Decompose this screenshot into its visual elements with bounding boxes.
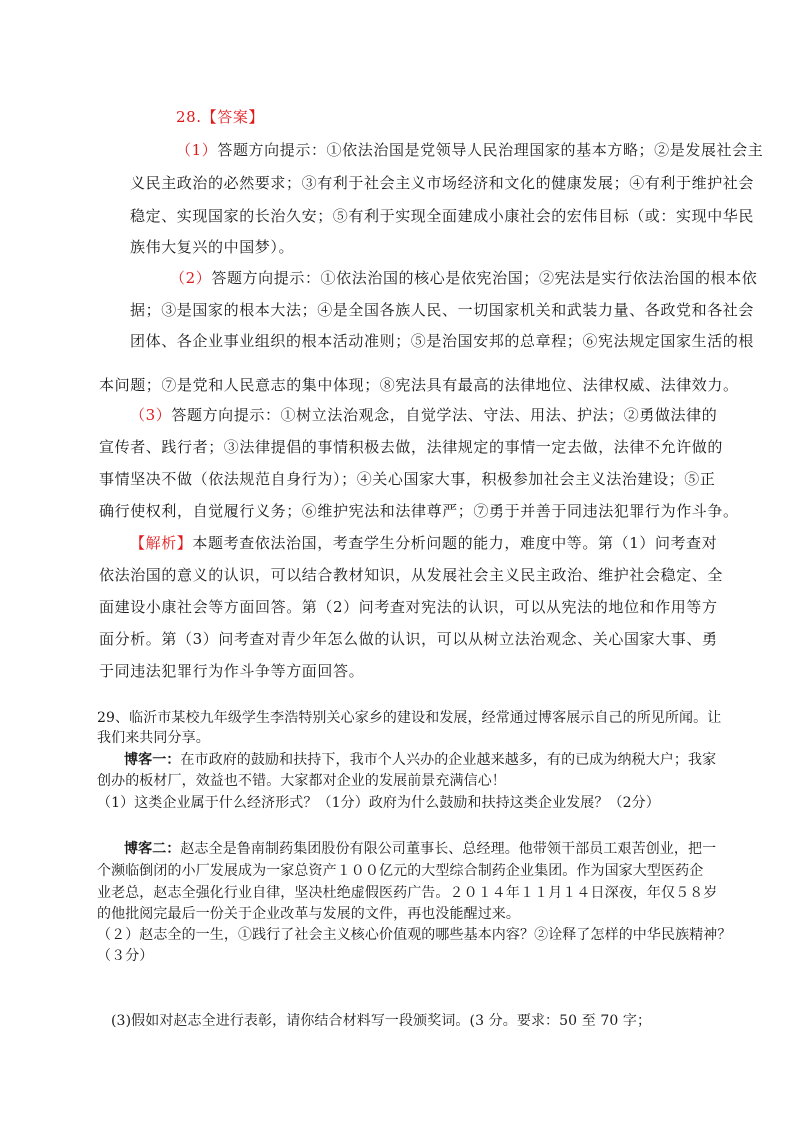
- answer-part3-line: 宣传者、践行者；③法律提倡的事情积极去做，法律规定的事情一定去做，法律不允许做的: [99, 438, 724, 456]
- analysis-line: 于同违法犯罪行为作斗争等方面回答。: [99, 662, 365, 680]
- answer-heading-number: 28.: [176, 108, 202, 126]
- answer-heading: [176, 106, 264, 127]
- blog1-label: 博客一：: [124, 752, 181, 768]
- question-part2-line: （２）赵志全的一生，①践行了社会主义核心价值观的哪些基本内容？②诠释了怎样的中华民族精神？: [97, 927, 732, 943]
- answer-part3-line: [130, 404, 717, 425]
- answer-part2-line: 据；③是国家的根本大法；④是全国各族人民、一切国家机关和武装力量、各政党和各社会: [130, 301, 755, 319]
- answer-part2-line: 团体、各企业事业组织的根本活动准则；⑤是治国安邦的总章程；⑥宪法规定国家生活的根: [130, 332, 755, 350]
- question-intro-line: 29、临沂市某校九年级学生李浩特别关心家乡的建设和发展，经常通过博客展示自己的所见所闻。让: [97, 710, 722, 726]
- blog2-line: 的他批阅完最后一份关于企业改革与发展的文件，再也没能醒过来。: [97, 906, 520, 922]
- answer-part2-prefix: （2）: [170, 269, 212, 287]
- question-intro-line: 我们来共同分享。: [97, 730, 210, 746]
- answer-part2-line: [170, 267, 757, 288]
- answer-part2-line: 本问题；⑦是党和人民意志的集中体现；⑧宪法具有最高的法律地位、法律权威、法律效力。: [99, 376, 739, 394]
- question-part1: （1）这类企业属于什么经济形式？（1分）政府为什么鼓励和扶持这类企业发展？（2分）: [97, 795, 660, 811]
- blog2-text: 赵志全是鲁南制药集团股份有限公司董事长、总经理。他带领干部员工艰苦创业，把一: [180, 841, 717, 857]
- blog2-line: [124, 838, 716, 858]
- answer-part3-line: 事情坚决不做（依法规范自身行为）；④关心国家大事，积极参加社会主义法治建设；⑤正: [99, 470, 716, 488]
- analysis-line: 依法治国的意义的认识，可以结合教材知识，从发展社会主义民主政治、维护社会稳定、全: [99, 566, 724, 584]
- blog2-line: 个濒临倒闭的小厂发展成为一家总资产１００亿元的大型综合制药企业集团。作为国家大型医药企: [97, 863, 704, 879]
- answer-part1-prefix: （1）: [176, 141, 218, 159]
- answer-part3-prefix: （3）: [130, 406, 172, 424]
- answer-part1-text: 答题方向提示：①依法治国是党领导人民治理国家的基本方略；②是发展社会主: [217, 141, 764, 159]
- question-part3: (3)假如对赵志全进行表彰，请你结合材料写一段颁奖词。(3 分。要求：50 至 70 字；: [111, 1013, 652, 1029]
- analysis-line: 面分析。第（3）问考查对青少年怎么做的认识，可以从树立法治观念、关心国家大事、勇: [99, 630, 718, 648]
- answer-part3-line: 确行使权利，自觉履行义务；⑥维护宪法和法律尊严；⑦勇于并善于同违法犯罪行为作斗争。: [99, 502, 739, 520]
- answer-part1-line: 义民主政治的必然要求；③有利于社会主义市场经济和文化的健康发展；④有利于维护社会: [130, 174, 755, 192]
- analysis-text: 本题考查依法治国，考查学生分析问题的能力，难度中等。第（1）问考查对: [192, 534, 718, 552]
- answer-part2-text: 答题方向提示：①依法治国的核心是依宪治国；②宪法是实行依法治国的根本依: [211, 269, 758, 287]
- answer-part1-line: [176, 139, 763, 160]
- blog1-line: 创办的板材厂，效益也不错。大家都对企业的发展前景充满信心！: [97, 773, 506, 789]
- answer-part1-line: 族伟大复兴的中国梦）。: [130, 238, 295, 256]
- answer-part3-text: 答题方向提示：①树立法治观念，自觉学法、守法、用法、护法；②勇做法律的: [171, 406, 718, 424]
- analysis-line: [130, 532, 717, 553]
- analysis-line: 面建设小康社会等方面回答。第（2）问考查对宪法的认识，可以从宪法的地位和作用等方: [99, 598, 718, 616]
- analysis-tag: 【解析】: [130, 534, 193, 552]
- answer-heading-tag: 【答案】: [201, 108, 265, 126]
- question-part2-line: （３分）: [97, 948, 154, 964]
- blog1-line: [124, 749, 716, 769]
- blog2-label: 博客二：: [124, 841, 181, 857]
- blog2-line: 业老总，赵志全强化行业自律，坚决杜绝虚假医药广告。２０１４年１１月１４日深夜，年仅５８岁: [97, 885, 718, 901]
- blog1-text: 在市政府的鼓励和扶持下，我市个人兴办的企业越来越多，有的已成为纳税大户；我家: [180, 752, 717, 768]
- answer-part1-line: 稳定、实现国家的长治久安；⑤有利于实现全面建成小康社会的宏伟目标（或：实现中华民: [130, 207, 755, 225]
